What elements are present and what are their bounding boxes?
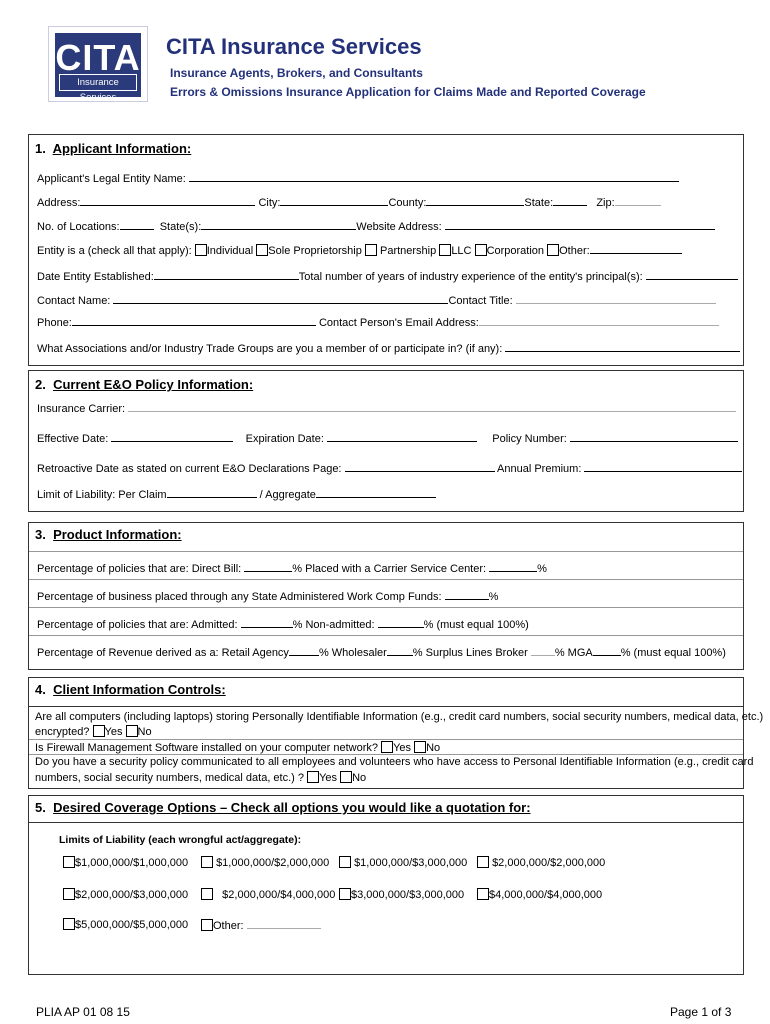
zip-field[interactable]: [615, 195, 661, 206]
section-4-title: [35, 682, 226, 697]
form-number: PLIA AP 01 08 15: [36, 1005, 130, 1019]
firewall-question: [35, 741, 440, 754]
section-2-heading: Current E&O Policy Information:: [53, 377, 254, 392]
subtitle-agents: Insurance Agents, Brokers, and Consultants: [170, 66, 423, 80]
policy-dates-row: [37, 431, 738, 445]
states-label: State(s):: [159, 221, 202, 233]
option-2m-4m[interactable]: [201, 888, 335, 901]
firewall-yes-checkbox[interactable]: [381, 741, 393, 753]
security-policy-question-line1: Do you have a security policy communicated to all employees and volunteers who have access to Personal Identifiable Information (e.g., credit card: [35, 756, 754, 768]
mga-field[interactable]: [593, 645, 621, 656]
per-claim-field[interactable]: [167, 487, 257, 498]
must-equal-label: % (must equal 100%): [423, 619, 529, 631]
must-equal-100-label: % (must equal 100%): [620, 647, 726, 659]
option-checkbox[interactable]: [63, 888, 75, 900]
direct-bill-field[interactable]: [244, 561, 292, 572]
direct-bill-label: Percentage of policies that are: Direct Bill:: [37, 563, 242, 575]
effective-date-field[interactable]: [111, 431, 233, 442]
carrier-field[interactable]: [128, 401, 736, 412]
non-admitted-field[interactable]: [378, 617, 424, 628]
option-5m-5m[interactable]: [63, 918, 188, 931]
section-5-title: [35, 800, 531, 815]
row-divider: [29, 607, 743, 608]
other-entity-label: Other:: [559, 245, 590, 257]
other-coverage-field[interactable]: [247, 918, 321, 929]
contact-name-row: [37, 293, 716, 307]
limits-label: Limits of Liability (each wrongful act/aggregate):: [59, 834, 302, 846]
option-checkbox[interactable]: [63, 918, 75, 930]
option-2m-3m[interactable]: [63, 888, 188, 901]
section-1-title: [35, 141, 191, 156]
option-label: $1,000,000/$2,000,000: [216, 857, 330, 869]
locations-label: No. of Locations:: [37, 221, 120, 233]
states-field[interactable]: [201, 219, 356, 230]
security-policy-yes-label: Yes: [319, 772, 338, 784]
website-field[interactable]: [445, 219, 715, 230]
section-2-title: [35, 377, 253, 392]
contact-email-label: Contact Person's Email Address:: [318, 317, 479, 329]
annual-premium-field[interactable]: [584, 461, 742, 472]
encryption-question-line1: Are all computers (including laptops) storing Personally Identifiable Information (e.g., credit card numbers, social security numbers, medical data, etc.): [35, 711, 764, 723]
firewall-no-label: No: [426, 742, 441, 754]
section-1-number: 1.: [35, 141, 46, 156]
row-divider: [29, 551, 743, 552]
per-claim-label: Limit of Liability: Per Claim: [37, 489, 167, 501]
expiration-date-field[interactable]: [327, 431, 477, 442]
retroactive-date-label: Retroactive Date as stated on current E&O Declarations Page:: [37, 463, 342, 475]
section-desired-coverage-options: [28, 795, 744, 975]
associations-label: What Associations and/or Industry Trade Groups are you a member of or participate in? (if any):: [37, 343, 503, 355]
company-name: CITA Insurance Services: [166, 34, 422, 59]
option-label: $5,000,000/$5,000,000: [75, 919, 189, 931]
surplus-lines-label: % Surplus Lines Broker: [412, 647, 528, 659]
contact-name-field[interactable]: [113, 293, 448, 304]
work-comp-row: [37, 589, 498, 603]
row-divider: [29, 635, 743, 636]
security-policy-yes-checkbox[interactable]: [307, 771, 319, 783]
individual-label: Individual: [206, 245, 254, 257]
date-established-row: [37, 269, 738, 283]
encrypted-yes-label: Yes: [104, 726, 123, 738]
city-field[interactable]: [280, 195, 388, 206]
wholesaler-label: % Wholesaler: [318, 647, 387, 659]
carrier-service-center-label: % Placed with a Carrier Service Center:: [292, 563, 487, 575]
option-1m-3m[interactable]: [339, 856, 467, 869]
section-5-number: 5.: [35, 800, 46, 815]
phone-row: [37, 315, 719, 329]
carrier-row: [37, 401, 736, 415]
admitted-label: Percentage of policies that are: Admitted:: [37, 619, 238, 631]
state-field[interactable]: [553, 195, 587, 206]
contact-email-field[interactable]: [479, 315, 719, 326]
option-label: $2,000,000/$3,000,000: [75, 889, 189, 901]
llc-checkbox[interactable]: [439, 244, 451, 256]
partnership-label: Partnership: [379, 245, 437, 257]
direct-bill-row: [37, 561, 547, 575]
individual-checkbox[interactable]: [195, 244, 207, 256]
cita-logo: [48, 26, 148, 102]
section-3-number: 3.: [35, 527, 46, 542]
section-applicant-information: [28, 134, 744, 366]
other-entity-field[interactable]: [590, 243, 682, 254]
associations-row: [37, 341, 740, 355]
partnership-checkbox[interactable]: [365, 244, 377, 256]
security-policy-question-line2: [35, 771, 366, 784]
option-checkbox[interactable]: [339, 888, 351, 900]
legal-name-row: [37, 171, 679, 185]
option-label: $3,000,000/$3,000,000: [351, 889, 465, 901]
row-divider: [29, 822, 743, 823]
contact-title-label: Contact Title:: [448, 295, 513, 307]
encrypted-no-checkbox[interactable]: [126, 725, 138, 737]
option-checkbox[interactable]: [201, 888, 213, 900]
option-label: $1,000,000/$1,000,000: [75, 857, 189, 869]
pct-sign: %: [537, 563, 547, 575]
option-1m-2m[interactable]: [201, 856, 329, 869]
section-5-heading: Desired Coverage Options – Check all options you would like a quotation for:: [53, 800, 531, 815]
option-label: $4,000,000/$4,000,000: [489, 889, 603, 901]
option-2m-2m[interactable]: [477, 856, 605, 869]
pct-sign: %: [488, 591, 499, 603]
carrier-service-center-field[interactable]: [489, 561, 537, 572]
corporation-label: Corporation: [486, 245, 545, 257]
option-checkbox[interactable]: [339, 856, 351, 868]
row-divider: [29, 739, 743, 740]
retail-agency-label: Percentage of Revenue derived as a: Retail Agency: [37, 647, 289, 659]
section-4-heading: Client Information Controls:: [53, 682, 226, 697]
logo-box: [55, 33, 141, 103]
encryption-question-line2: [35, 725, 152, 738]
security-policy-label: numbers, social security numbers, medical data, etc.) ?: [35, 772, 305, 784]
work-comp-label: Percentage of business placed through any State Administered Work Comp Funds:: [37, 591, 442, 603]
option-4m-4m[interactable]: [477, 888, 602, 901]
section-product-information: [28, 522, 744, 670]
retro-row: [37, 461, 742, 475]
other-entity-checkbox[interactable]: [547, 244, 559, 256]
security-policy-no-label: No: [352, 772, 367, 784]
effective-date-label: Effective Date:: [37, 433, 109, 445]
state-label: State:: [524, 197, 554, 209]
corporation-checkbox[interactable]: [475, 244, 487, 256]
firewall-yes-label: Yes: [393, 742, 412, 754]
locations-row: [37, 219, 715, 233]
mga-label: % MGA: [554, 647, 593, 659]
subtitle-application: Errors & Omissions Insurance Application for Claims Made and Reported Coverage: [170, 85, 646, 99]
option-checkbox[interactable]: [201, 919, 213, 931]
county-label: County:: [388, 197, 427, 209]
years-experience-label: Total number of years of industry experience of the entity's principal(s):: [298, 271, 643, 283]
contact-title-field[interactable]: [516, 293, 716, 304]
limit-row: [37, 487, 436, 501]
row-divider: [29, 706, 743, 707]
surplus-lines-field[interactable]: [531, 645, 555, 656]
section-2-number: 2.: [35, 377, 46, 392]
option-label: Other:: [213, 920, 244, 932]
section-4-number: 4.: [35, 682, 46, 697]
years-experience-field[interactable]: [646, 269, 738, 280]
locations-field[interactable]: [120, 219, 154, 230]
entity-label: Entity is a (check all that apply):: [37, 245, 192, 257]
section-client-information-controls: [28, 677, 764, 789]
sole-proprietorship-checkbox[interactable]: [256, 244, 268, 256]
option-checkbox[interactable]: [477, 856, 489, 868]
contact-name-label: Contact Name:: [37, 295, 111, 307]
row-divider: [29, 754, 743, 755]
option-label: $2,000,000/$4,000,000: [222, 889, 336, 901]
policy-number-label: Policy Number:: [492, 433, 567, 445]
section-current-eo-policy: [28, 370, 744, 512]
annual-premium-label: Annual Premium:: [497, 463, 582, 475]
option-label: $1,000,000/$3,000,000: [354, 857, 468, 869]
aggregate-field[interactable]: [316, 487, 436, 498]
logo-word: CITA: [55, 37, 141, 78]
encrypted-label: encrypted?: [35, 726, 90, 738]
carrier-label: Insurance Carrier:: [37, 403, 126, 415]
retail-agency-field[interactable]: [289, 645, 319, 656]
phone-label: Phone:: [37, 317, 72, 329]
legal-name-field[interactable]: [189, 171, 679, 182]
option-checkbox[interactable]: [477, 888, 489, 900]
security-policy-no-checkbox[interactable]: [340, 771, 352, 783]
county-field[interactable]: [426, 195, 524, 206]
option-label: $2,000,000/$2,000,000: [492, 857, 606, 869]
logo-tag: Insurance Services: [59, 74, 137, 91]
date-established-label: Date Entity Established:: [37, 271, 154, 283]
work-comp-field[interactable]: [445, 589, 489, 600]
row-divider: [29, 579, 743, 580]
admitted-row: [37, 617, 529, 631]
website-label: Website Address:: [356, 221, 442, 233]
option-1m-1m[interactable]: [63, 856, 188, 869]
page-number: Page 1 of 3: [670, 1005, 732, 1019]
address-field[interactable]: [80, 195, 255, 206]
associations-field[interactable]: [505, 341, 740, 352]
address-label: Address:: [37, 197, 81, 209]
expiration-date-label: Expiration Date:: [245, 433, 324, 445]
phone-field[interactable]: [72, 315, 316, 326]
wholesaler-field[interactable]: [387, 645, 413, 656]
aggregate-label: / Aggregate: [259, 489, 316, 501]
encrypted-yes-checkbox[interactable]: [93, 725, 105, 737]
non-admitted-label: % Non-admitted:: [292, 619, 375, 631]
option-other[interactable]: [201, 918, 321, 932]
sole-proprietorship-label: Sole Proprietorship: [268, 245, 362, 257]
section-3-heading: Product Information:: [53, 527, 182, 542]
entity-type-row: [37, 243, 682, 257]
option-checkbox[interactable]: [63, 856, 75, 868]
firewall-label: Is Firewall Management Software installed on your computer network?: [35, 742, 378, 754]
zip-label: Zip:: [596, 197, 615, 209]
admitted-field[interactable]: [241, 617, 293, 628]
llc-label: LLC: [451, 245, 472, 257]
firewall-no-checkbox[interactable]: [414, 741, 426, 753]
legal-name-label: Applicant's Legal Entity Name:: [37, 173, 186, 185]
section-3-title: [35, 527, 182, 542]
section-1-heading: Applicant Information:: [52, 141, 192, 156]
retroactive-date-field[interactable]: [345, 461, 495, 472]
option-checkbox[interactable]: [201, 856, 213, 868]
policy-number-field[interactable]: [570, 431, 738, 442]
revenue-row: [37, 645, 726, 659]
date-established-field[interactable]: [154, 269, 299, 280]
option-3m-3m[interactable]: [339, 888, 464, 901]
encrypted-no-label: No: [137, 726, 152, 738]
address-row: [37, 195, 661, 209]
city-label: City:: [258, 197, 281, 209]
